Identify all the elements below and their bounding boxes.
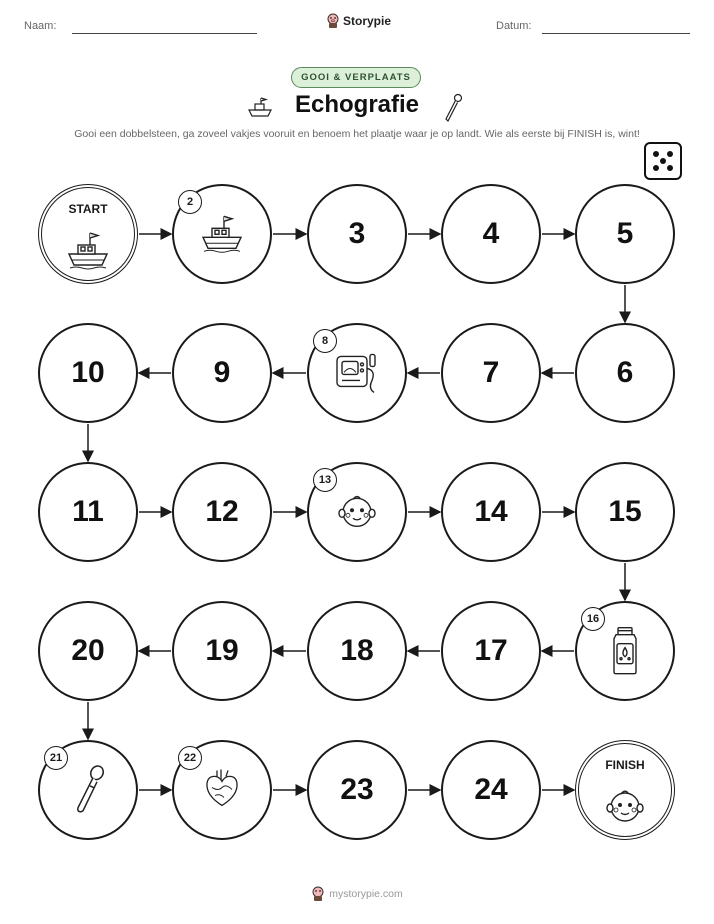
space-number: 23 [340, 773, 374, 806]
space-number-badge: 2 [178, 190, 202, 214]
board-space [38, 323, 138, 423]
game-type-badge: GOOI & VERPLAATS [291, 67, 421, 88]
finish-space [575, 740, 675, 840]
ultrasound-probe-icon [70, 764, 106, 821]
boat-icon [66, 230, 110, 275]
pig-mascot-icon [311, 886, 325, 902]
space-number: 12 [205, 495, 239, 528]
board-space [441, 323, 541, 423]
date-label: Datum: [496, 20, 532, 32]
board-space [575, 601, 675, 701]
board-space [575, 462, 675, 562]
space-number: 5 [616, 217, 634, 250]
board-space [441, 462, 541, 562]
board-space [172, 323, 272, 423]
finish-label: FINISH [605, 758, 645, 772]
board-space [441, 184, 541, 284]
space-number-badge: 16 [581, 607, 605, 631]
space-number: 17 [474, 634, 508, 667]
heart-icon [200, 767, 244, 816]
space-number: 18 [340, 634, 374, 667]
space-number: 20 [71, 634, 105, 667]
board-space [38, 740, 138, 840]
board-space [307, 601, 407, 701]
space-number: 10 [71, 356, 105, 389]
board-space [307, 462, 407, 562]
space-number: 15 [608, 495, 642, 528]
space-number: 9 [213, 356, 231, 389]
board-space [172, 184, 272, 284]
start-space [38, 184, 138, 284]
board-space [307, 184, 407, 284]
space-number-badge: 13 [313, 468, 337, 492]
board-space [172, 601, 272, 701]
footer [0, 886, 714, 902]
space-number: 14 [474, 495, 508, 528]
baby-face-icon [336, 491, 378, 536]
name-label: Naam: [24, 20, 57, 32]
board-space [307, 323, 407, 423]
space-number-badge: 21 [44, 746, 68, 770]
baby-face-icon [604, 786, 646, 831]
board-space [307, 740, 407, 840]
gel-bottle-icon [608, 626, 642, 681]
space-number: 19 [205, 634, 239, 667]
page-title: Echografie [294, 91, 420, 118]
start-label: START [68, 202, 108, 216]
instructions: Gooi een dobbelsteen, ga zoveel vakjes vooruit en benoem het plaatje waar je op landt. Wie als eerste bij FINISH is, wint! [74, 128, 640, 140]
board-space [172, 740, 272, 840]
space-number-badge: 22 [178, 746, 202, 770]
brand-name: Storypie [343, 14, 392, 28]
space-number: 6 [616, 356, 634, 389]
space-number: 11 [72, 495, 104, 528]
space-number: 3 [348, 217, 366, 250]
space-number: 24 [474, 773, 508, 806]
board-space [575, 184, 675, 284]
boat-icon [200, 213, 244, 258]
board-space [441, 740, 541, 840]
space-number-badge: 8 [313, 329, 337, 353]
footer-url[interactable]: mystorypie.com [329, 888, 403, 900]
space-number: 4 [482, 217, 500, 250]
space-number: 7 [482, 356, 500, 389]
board-space [38, 601, 138, 701]
board-space [441, 601, 541, 701]
board-space [38, 462, 138, 562]
board-space [172, 462, 272, 562]
ultrasound-machine-icon [334, 350, 380, 399]
board-space [575, 323, 675, 423]
